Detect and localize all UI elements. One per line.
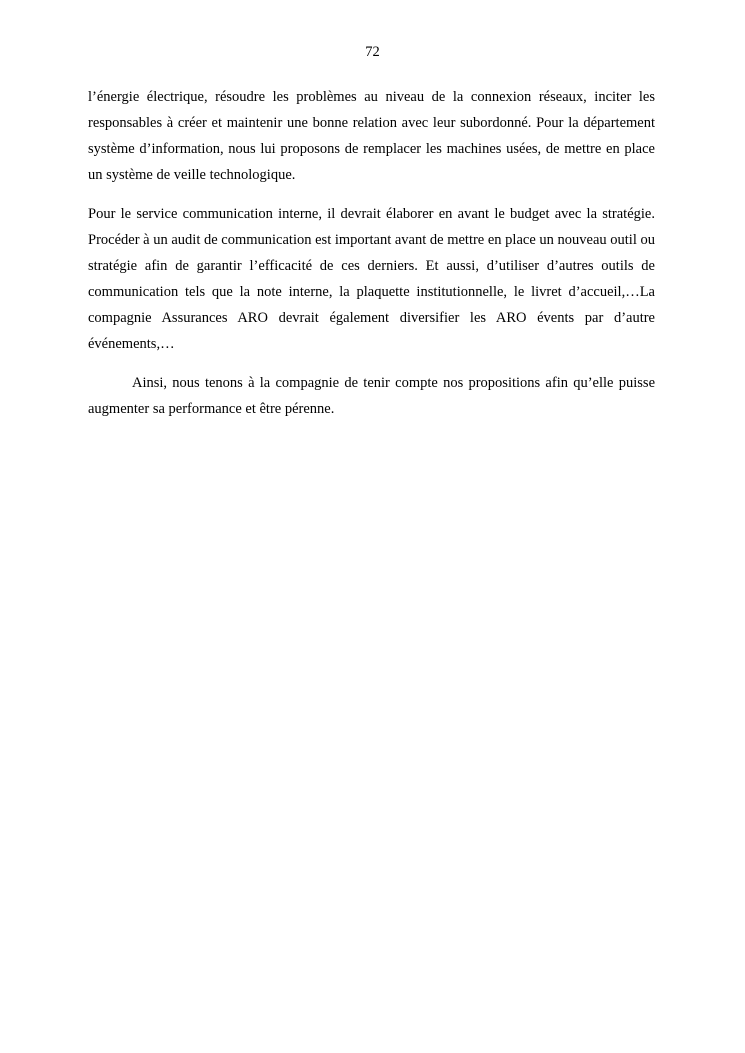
paragraph-conclusion: Ainsi, nous tenons à la compagnie de tenir compte nos propositions afin qu’elle puisse augmenter sa performance et être pérenne. bbox=[88, 375, 655, 417]
paragraph-recommendations-it: l’énergie électrique, résoudre les problèmes au niveau de la connexion réseaux, inciter les responsables à créer et maintenir une bonne relation avec leur subordonné. Pour la département système d’information, nous lui proposons de remplacer les machines usées, de mettre en place un système de veille technologique. bbox=[88, 89, 655, 183]
paragraph-internal-communication: Pour le service communication interne, il devrait élaborer en avant le budget avec la stratégie. Procéder à un audit de communication est important avant de mettre en place un nouveau outil ou stratégie afin de garantir l’efficacité de ces derniers. Et aussi, d’utiliser d’autres outils de communication tels que la note interne, la plaquette institutionnelle, le livret d’accueil,…La compagnie Assurances ARO devrait également diversifier les ARO évents par d’autre événements,… bbox=[88, 206, 655, 352]
page-number: 72 bbox=[365, 44, 380, 60]
document-body bbox=[88, 84, 655, 422]
